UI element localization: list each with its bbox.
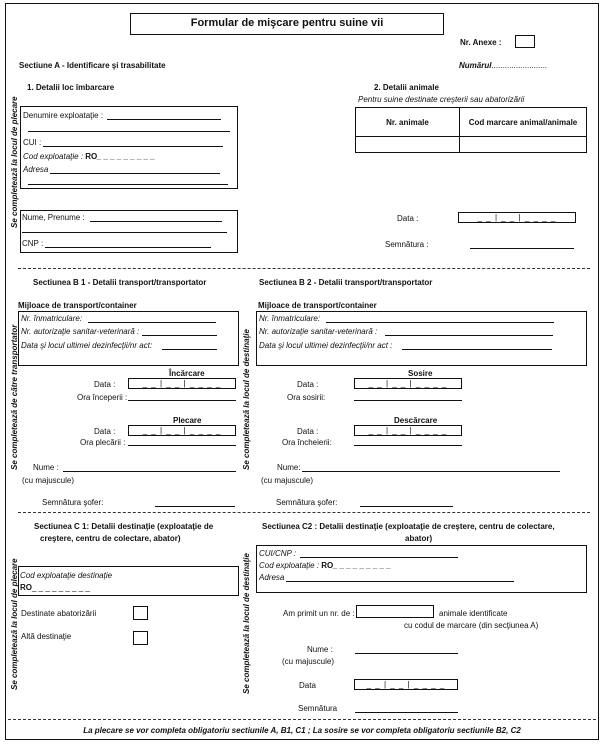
- c2-adresa-field[interactable]: [286, 581, 514, 582]
- nume-prenume-label: Nume, Prenume :: [22, 213, 85, 222]
- b1-nr-autorizatie-field[interactable]: [142, 335, 217, 336]
- b2-descarcare-label: Descărcare: [394, 416, 438, 425]
- b2-mijloace: Mijloace de transport/container: [258, 301, 377, 310]
- adresa-field[interactable]: [50, 173, 220, 174]
- section-a-semnatura-label: Semnătura :: [385, 240, 429, 249]
- b2-nr-autorizatie-field[interactable]: [385, 335, 553, 336]
- b1-nume-field[interactable]: [63, 471, 236, 472]
- c2-cui-cnp: CUI/CNP :: [259, 549, 297, 558]
- b2-data-dezinf: Data şi locul ultimei dezinfecţii/nr act :: [259, 341, 393, 350]
- c1-ro-code: RO_ _ _ _ _ _ _ _ _: [20, 583, 90, 592]
- b2-sosire-label: Sosire: [408, 369, 433, 378]
- b1-cu-majuscule: (cu majuscule): [22, 476, 75, 485]
- c2-data-label: Data: [299, 681, 316, 690]
- section-a-sub1: 1. Detalii loc îmbarcare: [27, 83, 115, 92]
- b2-sosire-date[interactable]: _ _ | _ _ | _ _ _ _: [354, 378, 462, 389]
- b2-nr-inmatriculare-field[interactable]: [326, 322, 554, 323]
- b2-nume-field[interactable]: [302, 471, 560, 472]
- form-title-box: [130, 13, 444, 35]
- c2-am-primit-label: Am primit un nr. de :: [283, 609, 355, 618]
- b1-nr-inmatriculare: Nr. înmatriculare:: [21, 314, 83, 323]
- b2-cu-majuscule: (cu majuscule): [261, 476, 314, 485]
- c1-dest-abat-checkbox[interactable]: [133, 606, 148, 620]
- animals-table-cell-count[interactable]: [356, 137, 460, 153]
- b2-descarcare-date[interactable]: _ _ | _ _ | _ _ _ _: [354, 425, 462, 436]
- section-a-data-label: Data :: [397, 214, 419, 223]
- vertical-label-b2: Se completează la locul de destinaţie: [242, 329, 251, 470]
- b2-ora-sosirii-label: Ora sosirii:: [287, 393, 326, 402]
- divider-a-b: [18, 268, 590, 269]
- section-c2-heading-2: abator): [405, 534, 433, 543]
- adresa-field-2[interactable]: [28, 184, 228, 185]
- c2-cui-cnp-field[interactable]: [300, 557, 458, 558]
- animals-table-header-code: Cod marcare animal/animale: [460, 108, 587, 137]
- b1-incarcare-date[interactable]: _ _ | _ _ | _ _ _ _: [128, 378, 236, 389]
- b2-ora-sosirii-field[interactable]: [354, 400, 462, 401]
- b2-ora-incheierii-field[interactable]: [354, 445, 462, 446]
- numarul-label: Numărul.........................: [459, 61, 548, 70]
- section-a-date-field[interactable]: _ _ | _ _ | _ _ _ _: [458, 212, 576, 223]
- b1-data-label-2: Data :: [94, 427, 116, 436]
- b1-nume-label: Nume :: [33, 463, 59, 472]
- vertical-label-c1: Se completează la locul de plecare: [10, 558, 19, 690]
- animals-table-cell-code[interactable]: [460, 137, 587, 153]
- cui-field[interactable]: [43, 146, 223, 147]
- b1-mijloace: Mijloace de transport/container: [18, 301, 137, 310]
- b2-data-dezinf-field[interactable]: [402, 349, 552, 350]
- b2-data-label-1: Data :: [297, 380, 319, 389]
- section-c2-heading-1: Sectiunea C2 : Detalii destinaţie (exploataţie de creştere, centru de colectare,: [262, 522, 555, 531]
- denumire-field[interactable]: [107, 119, 221, 120]
- b1-data-dezinf: Data şi locul ultimei dezinfecţii/nr act:: [21, 341, 153, 350]
- section-a-semnatura-field[interactable]: [470, 248, 574, 249]
- c1-alta-dest-checkbox[interactable]: [133, 631, 148, 645]
- cnp-field[interactable]: [45, 247, 211, 248]
- cod-expl-label: Cod exploataţie : RO_ _ _ _ _ _ _ _ _: [23, 152, 156, 161]
- b2-semnatura-sofer: Semnătura şofer:: [276, 498, 338, 507]
- b1-data-dezinf-field[interactable]: [162, 349, 217, 350]
- denumire-field-2[interactable]: [28, 131, 230, 132]
- b1-data-label-1: Data :: [94, 380, 116, 389]
- nume-prenume-field[interactable]: [90, 221, 222, 222]
- vertical-label-a: Se completează la locul de plecare: [10, 96, 19, 228]
- b2-nume-label: Nume:: [277, 463, 301, 472]
- c2-semnatura-field[interactable]: [355, 712, 458, 713]
- b2-nr-autorizatie: Nr. autorizaţie sanitar-veterinară :: [259, 327, 378, 336]
- vertical-label-c2: Se completează la locul de destinaţie: [242, 553, 251, 694]
- form-title: Formular de mişcare pentru suine vii: [190, 17, 384, 29]
- c2-date-field[interactable]: _ _ | _ _ | _ _ _ _: [354, 679, 458, 690]
- animals-table-header-count: Nr. animale: [356, 108, 460, 137]
- c2-cu-majuscule: (cu majuscule): [282, 657, 335, 666]
- c2-cod-expl: Cod exploataţie : RO_ _ _ _ _ _ _ _ _: [259, 561, 392, 570]
- b1-ora-inceperii-field[interactable]: [128, 400, 236, 401]
- b2-semnatura-sofer-field[interactable]: [360, 506, 453, 507]
- c2-cu-codul: cu codul de marcare (din secţiunea A): [404, 621, 539, 630]
- c2-am-primit-field[interactable]: [356, 605, 434, 618]
- section-a-sub2: 2. Detalii animale: [374, 83, 439, 92]
- b1-ora-plecarii-field[interactable]: [128, 445, 236, 446]
- c1-cod-dest: Cod exploataţie destinaţie: [20, 571, 113, 580]
- b1-semnatura-sofer: Semnătura şofer:: [42, 498, 104, 507]
- b2-ora-incheierii-label: Ora încheierii:: [282, 438, 332, 447]
- b1-nr-inmatriculare-field[interactable]: [88, 322, 216, 323]
- adresa-label: Adresa: [23, 165, 49, 174]
- b1-plecare-date[interactable]: _ _ | _ _ | _ _ _ _: [128, 425, 236, 436]
- denumire-label: Denumire exploataţie :: [23, 111, 104, 120]
- section-c1-heading-2: creştere, centru de colectare, abator): [40, 534, 181, 543]
- footer-note: La plecare se vor completa obligatoriu sectiunile A, B1, C1 ; La sosire se vor completa obligatoriu sectiunile B2, C2: [83, 726, 521, 735]
- section-a-heading: Sectiune A - Identificare şi trasabilitate: [19, 61, 166, 70]
- section-a-sub2-note: Pentru suine destinate creşterii sau abatorizării: [358, 95, 525, 104]
- b1-plecare-label: Plecare: [173, 416, 202, 425]
- c2-nume-label: Nume :: [307, 645, 333, 654]
- animals-table: [355, 107, 587, 153]
- c1-alta-dest-label: Altă destinaţie: [21, 632, 72, 641]
- c2-semnatura-label: Semnătura: [298, 704, 338, 713]
- c2-nume-field[interactable]: [355, 653, 458, 654]
- section-b2-heading: Sectiunea B 2 - Detalii transport/transportator: [259, 278, 433, 287]
- c2-adresa: Adresa: [259, 573, 285, 582]
- divider-footer: [8, 719, 596, 720]
- divider-b-c: [18, 512, 590, 513]
- nume-prenume-field-2[interactable]: [22, 232, 227, 233]
- c1-dest-abat-label: Destinate abatorizării: [21, 609, 97, 618]
- section-b1-heading: Sectiunea B 1 - Detalii transport/transportator: [33, 278, 207, 287]
- b1-incarcare-label: Încărcare: [169, 369, 205, 378]
- nr-anexe-field[interactable]: [515, 35, 535, 48]
- cui-label: CUI :: [23, 138, 42, 147]
- vertical-label-b1: Se completează de către transportator: [10, 324, 19, 470]
- b2-data-label-2: Data :: [297, 427, 319, 436]
- section-c1-heading-1: Sectiunea C 1: Detalii destinaţie (exploataţie de: [34, 522, 214, 531]
- b1-ora-inceperii-label: Ora începerii :: [77, 393, 128, 402]
- b1-semnatura-sofer-field[interactable]: [155, 506, 235, 507]
- cnp-label: CNP :: [22, 239, 44, 248]
- c2-animale-identif: animale identificate: [439, 609, 508, 618]
- b1-nr-autorizatie: Nr. autorizaţie sanitar-veterinară :: [21, 327, 140, 336]
- b2-nr-inmatriculare: Nr. înmatriculare:: [259, 314, 321, 323]
- b1-ora-plecarii-label: Ora plecării :: [80, 438, 126, 447]
- nr-anexe-label: Nr. Anexe :: [460, 38, 502, 47]
